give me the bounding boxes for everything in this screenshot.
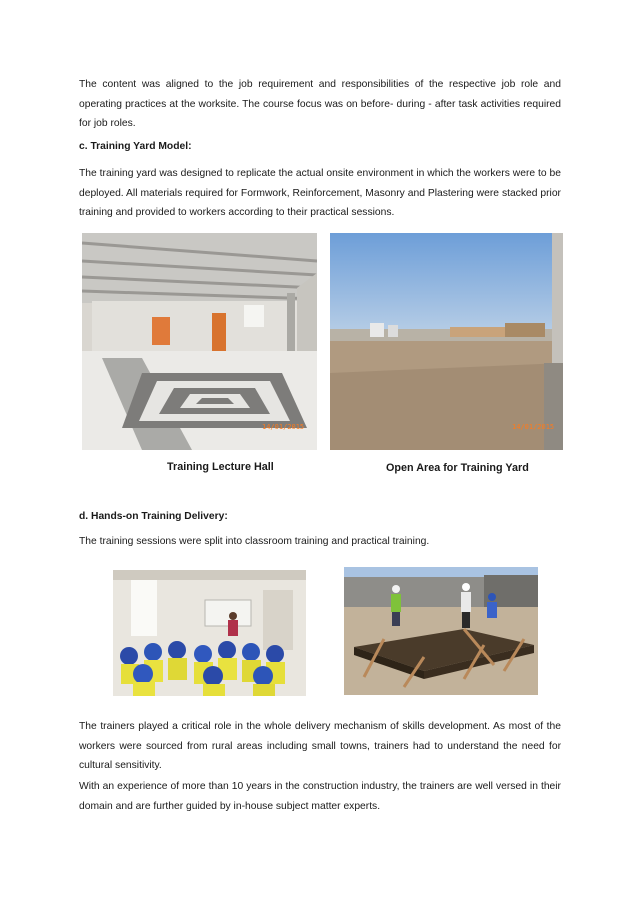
training-yard-date-stamp: 14/01/2015 bbox=[512, 423, 555, 431]
training-yard-image bbox=[330, 233, 563, 450]
hands-on-heading: d. Hands-on Training Delivery: bbox=[79, 511, 228, 522]
intro-paragraph: The content was aligned to the job requirement and responsibilities of the respective job role and operating practices at the worksite. The course focus was on before- during - after task activities required for job roles. bbox=[79, 79, 561, 129]
practical-training-photo bbox=[344, 567, 538, 695]
training-yard-heading: c. Training Yard Model: bbox=[79, 141, 192, 152]
lecture-hall-photo bbox=[82, 233, 317, 450]
trainers-role-paragraph: The trainers played a critical role in the whole delivery mechanism of skills development. As most of the workers were sourced from rural areas including small towns, trainers had to understand the need for cultural sensitivity. bbox=[79, 721, 561, 771]
trainers-experience-paragraph: With an experience of more than 10 years in the construction industry, the trainers are well versed in their domain and are further guided by in-house subject matter experts. bbox=[79, 781, 561, 812]
training-yard-caption: Open Area for Training Yard bbox=[386, 462, 529, 474]
yard-paragraph: The training yard was designed to replicate the actual onsite environment in which the workers were to be deployed. All materials required for Formwork, Reinforcement, Masonry and Plastering were stacked prior training and provided to workers according to their practical sessions. bbox=[79, 168, 561, 218]
classroom-image bbox=[113, 570, 306, 696]
classroom-photo bbox=[113, 570, 306, 696]
sessions-paragraph: The training sessions were split into classroom training and practical training. bbox=[79, 536, 430, 547]
practical-training-image bbox=[344, 567, 538, 695]
lecture-hall-date-stamp: 14/01/2015 bbox=[262, 423, 305, 431]
lecture-hall-image bbox=[82, 233, 317, 450]
lecture-hall-caption: Training Lecture Hall bbox=[167, 461, 274, 473]
training-yard-photo bbox=[330, 233, 563, 450]
